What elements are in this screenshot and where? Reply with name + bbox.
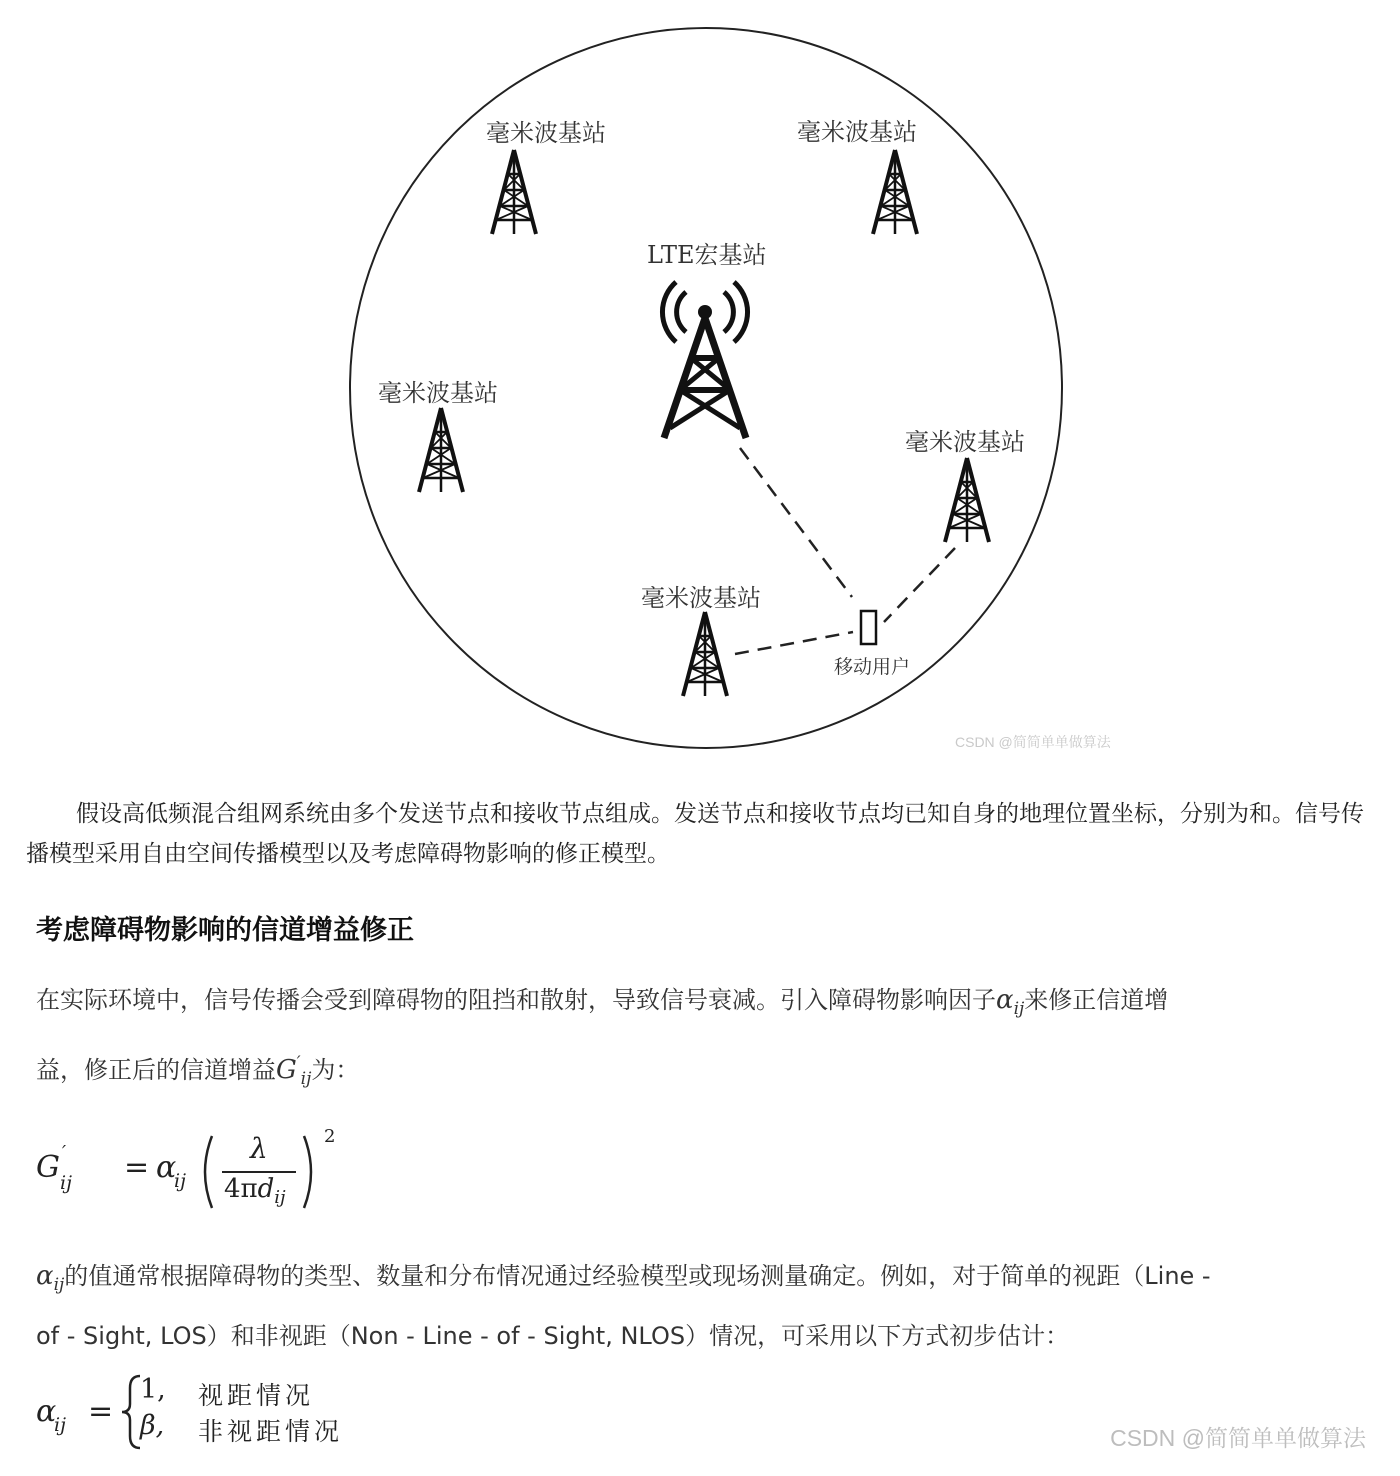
alpha-symbol-2: α — [36, 1261, 54, 1291]
piecewise-equals: = — [88, 1394, 114, 1429]
g-prime: ′ — [296, 1053, 301, 1073]
intro-paragraph: 假设高低频混合组网系统由多个发送节点和接收节点组成。发送节点和接收节点均已知自身的地理位置坐标，分别为和。信号传播模型采用自由空间传播模型以及考虑障碍物影响的修正模型。 — [26, 801, 1364, 867]
formula-d-sub: ij — [274, 1187, 286, 1208]
formula-equals: = — [124, 1150, 150, 1185]
piecewise-alpha: α — [36, 1394, 57, 1429]
alpha-subscript-2: ij — [53, 1275, 65, 1295]
piecewise-alpha-sub: ij — [54, 1414, 66, 1436]
mmwave-tower-icon-top-right — [873, 150, 917, 234]
case1-value: 1, — [140, 1374, 166, 1405]
mmwave-tower-icon-bottom — [683, 612, 727, 696]
mmwave-tower-icon-left — [419, 408, 463, 492]
formula-exponent: 2 — [324, 1126, 336, 1147]
lte-label: LTE宏基站 — [647, 241, 767, 269]
mmwave-label-left: 毫米波基站 — [378, 379, 498, 407]
alpha-subscript: ij — [1013, 999, 1025, 1019]
alpha-piecewise-formula — [36, 1372, 396, 1452]
formula-g: G — [36, 1150, 60, 1185]
p2-post-text: 为： — [311, 1056, 360, 1084]
p3-text: 的值通常根据障碍物的类型、数量和分布情况通过经验模型或现场测量确定。例如，对于简单的视距（Line - — [64, 1262, 1211, 1290]
footer-watermark: CSDN @简简单单做算法 — [1110, 1425, 1366, 1451]
case2-value: β, — [140, 1410, 165, 1441]
formula-alpha: α — [156, 1150, 177, 1185]
mobile-user-icon — [861, 611, 876, 644]
mmwave-label-top-left: 毫米波基站 — [486, 119, 606, 147]
mobile-user-label: 移动用户 — [834, 656, 911, 678]
section-heading: 考虑障碍物影响的信道增益修正 — [36, 915, 414, 946]
lte-tower-icon — [662, 282, 747, 438]
mmwave-tower-icon-top-left — [492, 150, 536, 234]
mmwave-tower-icon-right — [945, 458, 989, 542]
formula-4pi: 4π — [224, 1174, 258, 1204]
paragraph-line-3 — [36, 1256, 1211, 1295]
formula-lambda: λ — [250, 1132, 268, 1165]
mmwave-label-bottom: 毫米波基站 — [641, 584, 761, 612]
p1-pre-text: 在实际环境中，信号传播会受到障碍物的阻挡和散射，导致信号衰减。引入障碍物影响因子 — [36, 986, 996, 1014]
mmwave-label-right: 毫米波基站 — [905, 428, 1025, 456]
link-mmwave-right-to-user — [884, 548, 955, 622]
alpha-symbol: α — [996, 985, 1014, 1015]
p1-post-text: 来修正信道增 — [1024, 986, 1169, 1014]
case2-text: 非视距情况 — [198, 1417, 344, 1446]
p2-pre-text: 益，修正后的信道增益 — [36, 1056, 276, 1084]
paragraph-line-4: of - Sight, LOS）和非视距（Non - Line - of - Sight, NLOS）情况，可采用以下方式初步估计： — [36, 1322, 1070, 1350]
link-lte-to-user — [740, 448, 852, 597]
mmwave-label-top-right: 毫米波基站 — [797, 118, 917, 146]
formula-g-sub: ij — [60, 1172, 72, 1194]
g-symbol: G — [276, 1055, 297, 1085]
case1-text: 视距情况 — [198, 1381, 315, 1410]
formula-d: d — [257, 1174, 275, 1204]
formula-prime: ′ — [62, 1142, 67, 1163]
g-subscript: ij — [300, 1069, 312, 1089]
paragraph-line-1 — [36, 980, 1168, 1019]
formula-alpha-sub: ij — [174, 1170, 186, 1192]
link-mmwave-bottom-to-user — [735, 632, 853, 654]
diagram-watermark: CSDN @简简单单做算法 — [955, 734, 1111, 750]
channel-gain-formula — [36, 1128, 336, 1218]
paragraph-line-2 — [36, 1050, 359, 1089]
